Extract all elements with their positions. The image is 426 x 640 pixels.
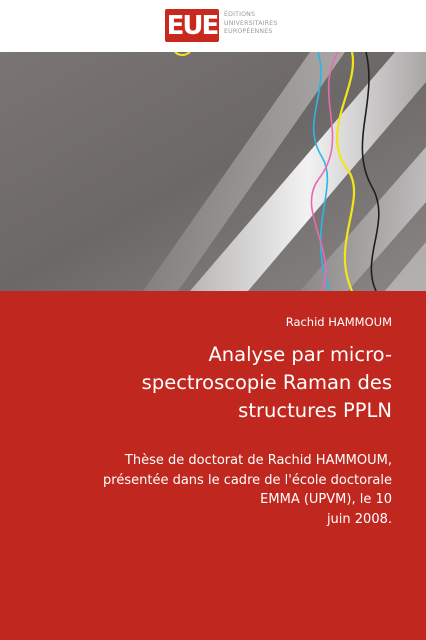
book-title	[32, 341, 392, 425]
description-line-3: EMMA (UPVM), le 10	[260, 492, 392, 507]
publisher-header	[0, 0, 426, 52]
title-line-2: spectroscopie Raman des	[141, 371, 392, 394]
abstract-stripes-graphic	[0, 52, 426, 291]
author-name: Rachid HAMMOUM	[285, 315, 392, 329]
publisher-logo-text: EUE	[166, 10, 218, 41]
publisher-logo	[165, 9, 219, 42]
title-line-1: Analyse par micro-	[208, 343, 392, 366]
description-line-2: présentée dans le cadre de l'école doctorale	[103, 472, 392, 488]
description-line-1: Thèse de doctorat de Rachid HAMMOUM,	[124, 453, 392, 468]
cover-graphic	[0, 52, 426, 291]
publisher-line-3: EUROPÉENNES	[224, 28, 273, 36]
title-line-3: structures PPLN	[238, 399, 392, 422]
publisher-line-1: ÉDITIONS	[224, 11, 256, 18]
publisher-name	[224, 11, 277, 37]
publisher-line-2: UNIVERSITAIRES	[224, 19, 278, 27]
title-panel	[0, 291, 426, 640]
book-description	[32, 451, 392, 529]
description-line-4: juin 2008.	[326, 511, 392, 527]
